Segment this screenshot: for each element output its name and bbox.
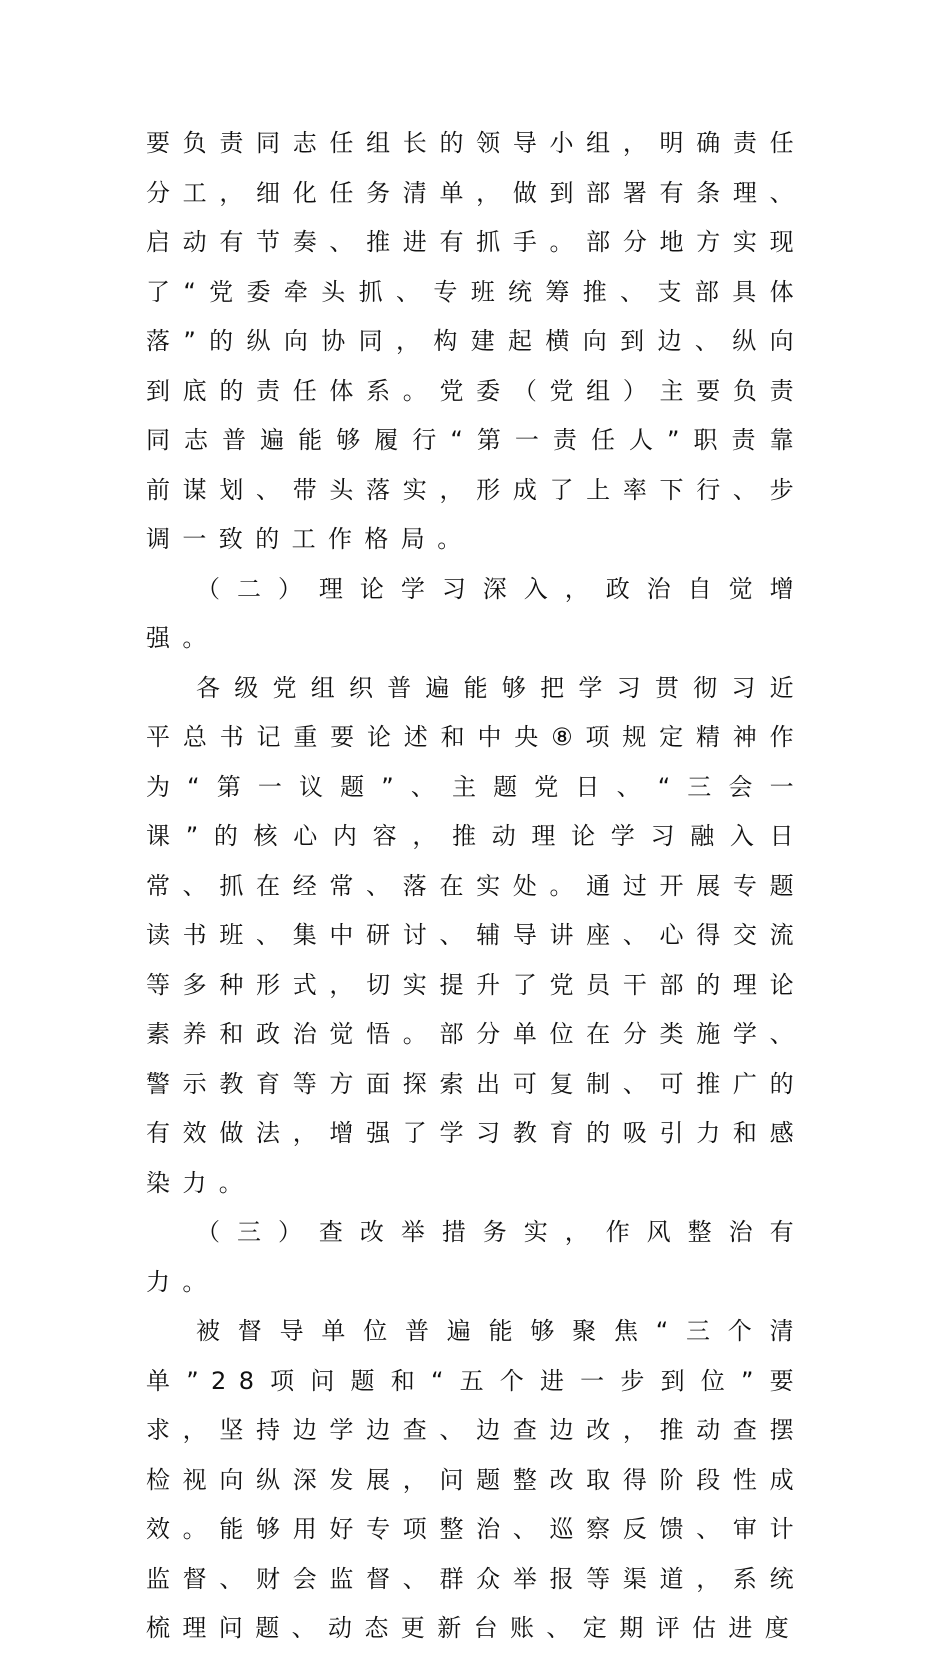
paragraph-leadership-responsibility: 要负责同志任组长的领导小组，明确责任分工，细化任务清单，做到部署有条理、启动有节奏、推进有抓手。部分地方实现了“党委牵头抓、专班统筹推、支部具体落”的纵向协同，构建起横向到边、纵向到底的责任体系。党委（党组）主要负责同志普遍能够履行“第一责任人”职责靠前谋划、带头落实，形成了上率下行、步调一致的工作格局。 [146,129,806,553]
section-heading-theory-study: （二）理论学习深入，政治自觉增强。 [146,574,806,652]
document-body [146,119,806,1654]
paragraph-theory-study: 各级党组织普遍能够把学习贯彻习近平总书记重要论述和中央⑧项规定精神作为“第一议题”、主题党日、“三会一课”的核心内容，推动理论学习融入日常、抓在经常、落在实处。通过开展专题读书班、集中研讨、辅导讲座、心得交流等多种形式，切实提升了党员干部的理论素养和政治觉悟。部分单位在分类施学、警示教育等方面探索出可复制、可推广的有效做法，增强了学习教育的吸引力和感染力。 [146,673,806,1197]
paragraph-rectification: 被督导单位普遍能够聚焦“三个清单”28项问题和“五个进一步到位”要求，坚持边学边查、边查边改，推动查摆检视向纵深发展，问题整改取得阶段性成效。能够用好专项整治、巡察反馈、审计监督、财会监督、群众举报等渠道，系统梳理问题、动态更新台账、定期评估进度 [146,1317,806,1642]
section-heading-rectification: （三）查改举措务实，作风整治有力。 [146,1218,806,1296]
